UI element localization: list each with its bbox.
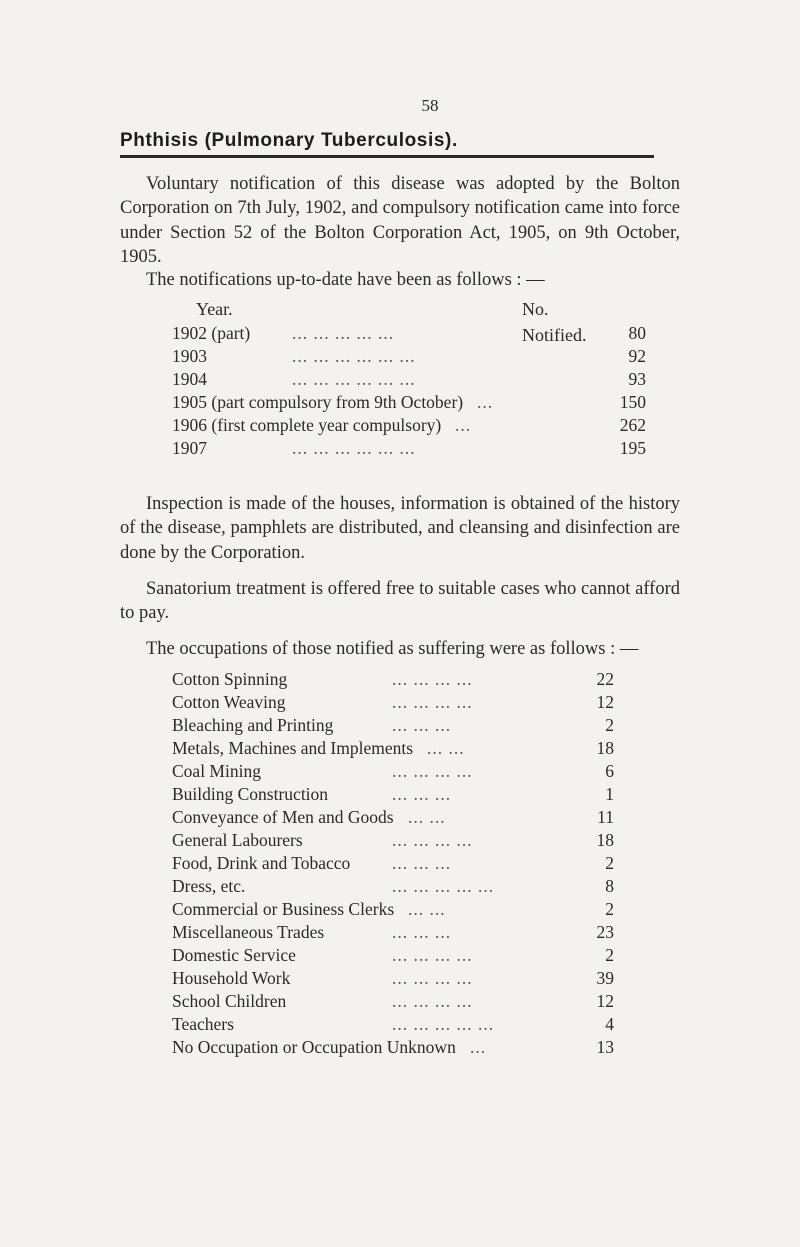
heading-rule bbox=[120, 155, 654, 158]
occupation-row-value: 39 bbox=[596, 968, 614, 988]
notification-row-value: 150 bbox=[619, 392, 646, 412]
notification-history-paragraph: Voluntary notification of this disease was adopted by the Bolton Corporation on 7th July, 1902, and compulsory notification came into force under Section 52 of the Bolton Corporation Act, 1905, on 9th October, 1905. bbox=[120, 174, 680, 267]
notification-row-leader-dots: ... ... ... ... ... ... bbox=[292, 346, 416, 366]
page-number: 58 bbox=[421, 96, 439, 115]
occupation-row-leader-dots: ... ... bbox=[408, 807, 446, 827]
occupation-row-label: Household Work bbox=[172, 968, 291, 988]
occupation-row-leader-dots: ... ... ... ... bbox=[392, 830, 473, 850]
occupation-row-leader-dots: ... ... ... bbox=[392, 715, 452, 735]
notifications-intro-paragraph: The notifications up-to-date have been as follows : — bbox=[146, 270, 545, 290]
notified-column-header: No. Notified. bbox=[522, 299, 587, 345]
notification-row-label: 1903 bbox=[172, 346, 207, 366]
occupation-row-label: Miscellaneous Trades bbox=[172, 922, 325, 942]
occupation-row-value: 13 bbox=[596, 1037, 614, 1057]
occupation-row-label: Building Construction bbox=[172, 784, 329, 804]
occupation-row-leader-dots: ... ... ... ... ... bbox=[392, 1014, 495, 1034]
inspection-paragraph: Inspection is made of the houses, information is obtained of the history of the disease, pamphlets are distributed, and cleansing and disinfection are done by the Corporation. bbox=[120, 494, 680, 563]
occupation-row-label: Conveyance of Men and Goods bbox=[172, 807, 394, 827]
occupation-row-value: 23 bbox=[596, 922, 614, 942]
occupation-row-value: 12 bbox=[596, 991, 614, 1011]
occupation-row-leader-dots: ... ... ... bbox=[392, 922, 452, 942]
occupation-row-label: Coal Mining bbox=[172, 761, 261, 781]
occupation-row-value: 2 bbox=[605, 945, 614, 965]
occupation-row-leader-dots: ... ... ... ... ... bbox=[392, 876, 495, 896]
occupation-row-label: No Occupation or Occupation Unknown bbox=[172, 1037, 456, 1057]
occupation-row-leader-dots: ... ... ... bbox=[392, 784, 452, 804]
occupation-row-leader-dots: ... ... ... bbox=[392, 853, 452, 873]
occupation-row-leader-dots: ... ... ... ... bbox=[392, 692, 473, 712]
notification-row-label: 1907 bbox=[172, 438, 207, 458]
occupation-row-leader-dots: ... ... ... ... bbox=[392, 761, 473, 781]
occupation-row-value: 8 bbox=[605, 876, 614, 896]
occupation-row-label: Dress, etc. bbox=[172, 876, 246, 896]
occupation-row-label: Metals, Machines and Implements bbox=[172, 738, 414, 758]
notification-row-leader-dots: ... ... ... ... ... bbox=[292, 323, 395, 343]
occupation-row-value: 2 bbox=[605, 853, 614, 873]
occupation-row-label: Teachers bbox=[172, 1014, 234, 1034]
occupation-row-value: 22 bbox=[596, 669, 614, 689]
sanatorium-paragraph: Sanatorium treatment is offered free to suitable cases who cannot afford to pay. bbox=[120, 579, 680, 624]
occupation-row-label: Cotton Spinning bbox=[172, 669, 288, 689]
occupation-row-value: 6 bbox=[605, 761, 614, 781]
occupation-row-label: Commercial or Business Clerks bbox=[172, 899, 395, 919]
occupations-intro-paragraph: The occupations of those notified as suffering were as follows : — bbox=[146, 639, 639, 659]
occupation-row-value: 12 bbox=[596, 692, 614, 712]
occupation-row-leader-dots: ... ... bbox=[408, 899, 446, 919]
notification-row-value: 93 bbox=[628, 369, 646, 389]
notification-row-leader-dots: ... ... ... ... ... ... bbox=[292, 438, 416, 458]
notification-row-label: 1904 bbox=[172, 369, 207, 389]
occupation-row-value: 18 bbox=[596, 830, 614, 850]
occupation-row-value: 18 bbox=[596, 738, 614, 758]
notification-row-value: 195 bbox=[619, 438, 646, 458]
occupation-row-value: 2 bbox=[605, 899, 614, 919]
occupation-row-label: Cotton Weaving bbox=[172, 692, 286, 712]
notification-row-leader-dots: ... ... ... ... ... ... bbox=[292, 369, 416, 389]
section-heading: Phthisis (Pulmonary Tuberculosis). bbox=[120, 130, 458, 151]
occupation-row-label: Food, Drink and Tobacco bbox=[172, 853, 351, 873]
notification-row-label: 1905 (part compulsory from 9th October) bbox=[172, 392, 464, 412]
occupation-row-value: 1 bbox=[605, 784, 614, 804]
notification-row-value: 80 bbox=[628, 323, 646, 343]
occupation-row-leader-dots: ... bbox=[470, 1037, 487, 1057]
year-column-header: Year. bbox=[196, 299, 233, 319]
occupation-row-value: 11 bbox=[597, 807, 614, 827]
notification-row-label: 1902 (part) bbox=[172, 323, 251, 343]
occupation-row-leader-dots: ... ... ... ... bbox=[392, 945, 473, 965]
occupation-row-label: Bleaching and Printing bbox=[172, 715, 334, 735]
occupation-row-value: 4 bbox=[605, 1014, 614, 1034]
occupation-row-value: 2 bbox=[605, 715, 614, 735]
notification-row-leader-dots: ... bbox=[477, 392, 494, 412]
notification-row-label: 1906 (first complete year compulsory) bbox=[172, 415, 442, 435]
notification-row-value: 92 bbox=[628, 346, 646, 366]
occupation-row-leader-dots: ... ... bbox=[427, 738, 465, 758]
occupation-row-leader-dots: ... ... ... ... bbox=[392, 669, 473, 689]
occupation-row-leader-dots: ... ... ... ... bbox=[392, 991, 473, 1011]
notification-row-value: 262 bbox=[619, 415, 646, 435]
occupation-row-label: School Children bbox=[172, 991, 287, 1011]
occupation-row-label: General Labourers bbox=[172, 830, 303, 850]
notification-row-leader-dots: ... bbox=[455, 415, 472, 435]
occupation-row-leader-dots: ... ... ... ... bbox=[392, 968, 473, 988]
occupation-row-label: Domestic Service bbox=[172, 945, 296, 965]
